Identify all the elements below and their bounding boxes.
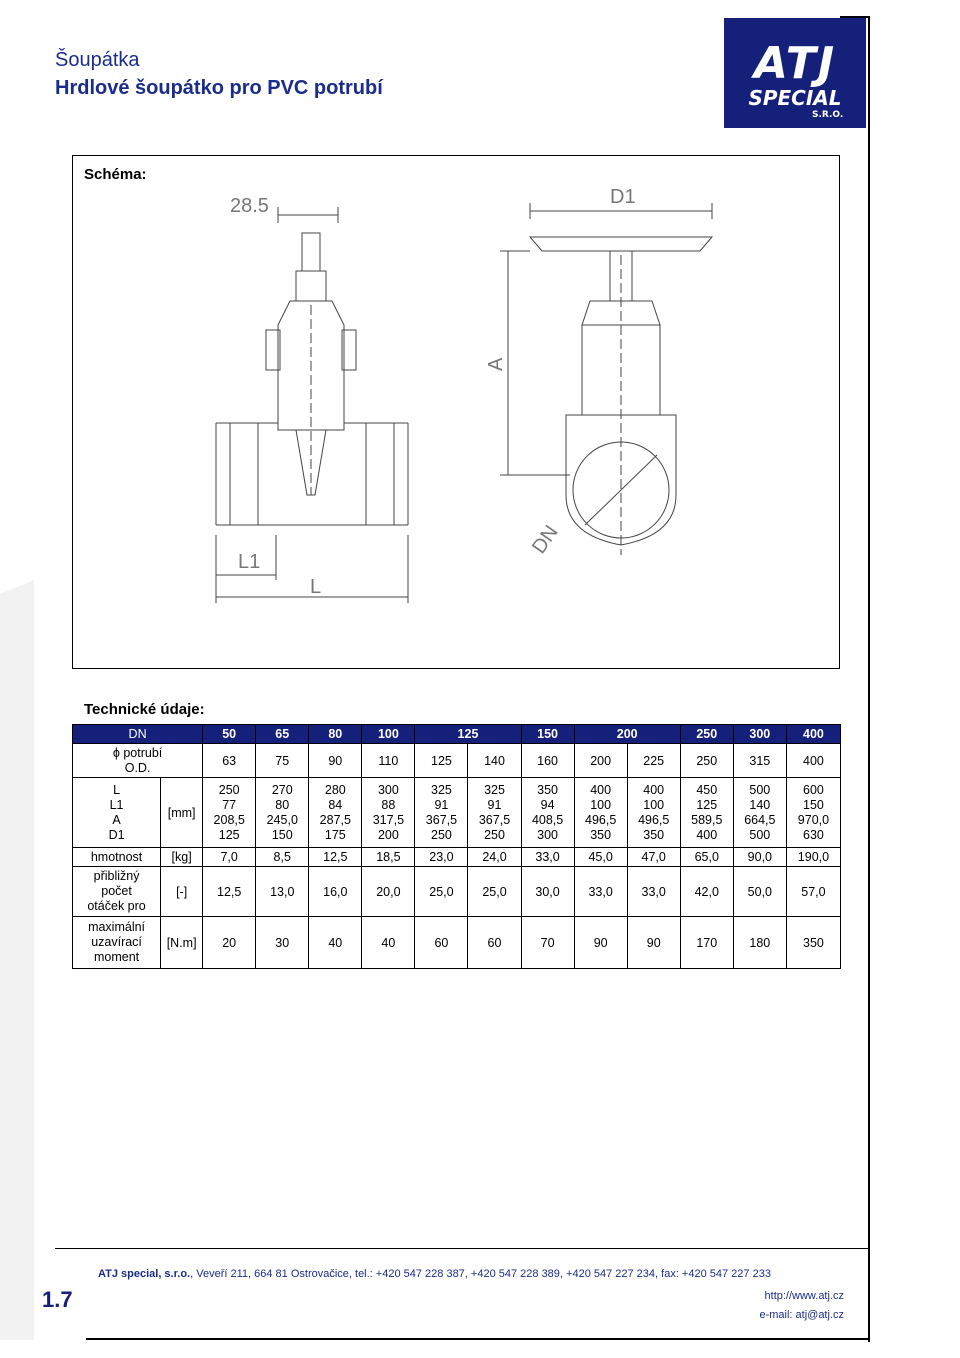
label-D1: D1	[108, 827, 125, 842]
page-number: 1.7	[42, 1287, 73, 1312]
technical-label: Technické údaje:	[84, 701, 205, 718]
cell-turns: 20,0	[362, 867, 415, 917]
cell-od: 315	[733, 744, 786, 778]
dim-label-l: L	[310, 576, 322, 598]
header-dn: 125	[415, 725, 521, 744]
cell-dims: 300 88 317,5 200	[362, 778, 415, 848]
footer-address	[98, 1268, 771, 1280]
cell-dims: 350 94 408,5 300	[521, 778, 574, 848]
cell-dims: 250 77 208,5 125	[203, 778, 256, 848]
cell-mass: 190,0	[786, 848, 840, 867]
footer-email-link[interactable]: e-mail: atj@atj.cz	[759, 1309, 844, 1321]
handwheel	[530, 237, 712, 251]
cell-od: 110	[362, 744, 415, 778]
table-header-row	[73, 725, 841, 744]
cell-mass: 7,0	[203, 848, 256, 867]
cell-turns: 50,0	[733, 867, 786, 917]
cell-mass: 23,0	[415, 848, 468, 867]
dim-label-a: A	[485, 357, 507, 371]
footer-contact: , Veveří 211, 664 81 Ostrovačice, tel.: +420 547 228 387, +420 547 228 389, +420 547 227 234, fax: +420 547 227 233	[190, 1268, 771, 1280]
header-dn: 65	[256, 725, 309, 744]
cell-mass: 45,0	[574, 848, 627, 867]
cell-dims: 325 91 367,5 250	[468, 778, 521, 848]
cell-od: 160	[521, 744, 574, 778]
dim-label-l1: L1	[238, 551, 261, 573]
header-dn: 250	[680, 725, 733, 744]
cell-torque: 60	[415, 917, 468, 969]
row-label-torque: maximální uzavírací moment	[73, 917, 161, 969]
cell-torque: 90	[627, 917, 680, 969]
header-dn: 400	[786, 725, 840, 744]
body-left	[216, 423, 408, 525]
stem-cap	[302, 233, 320, 271]
page-subtitle: Hrdlové šoupátko pro PVC potrubí	[55, 77, 383, 99]
cell-od: 200	[574, 744, 627, 778]
page-title: Šoupátka	[55, 49, 140, 71]
cell-turns: 12,5	[203, 867, 256, 917]
header-dn: 300	[733, 725, 786, 744]
unit-torque: [N.m]	[161, 917, 203, 969]
cell-mass: 18,5	[362, 848, 415, 867]
header-dn: 50	[203, 725, 256, 744]
unit-turns: [-]	[161, 867, 203, 917]
cell-dims: 500 140 664,5 500	[733, 778, 786, 848]
row-label-od	[73, 744, 203, 778]
cell-torque: 20	[203, 917, 256, 969]
unit-mm: [mm]	[161, 778, 203, 848]
header-dn: 200	[574, 725, 680, 744]
logo-sro: S.R.O.	[812, 110, 844, 120]
cell-mass: 90,0	[733, 848, 786, 867]
technical-table	[72, 724, 841, 969]
cell-turns: 42,0	[680, 867, 733, 917]
table-row-mass	[73, 848, 841, 867]
cell-turns: 33,0	[574, 867, 627, 917]
dim-label-d1: D1	[610, 186, 636, 208]
header-dn: 150	[521, 725, 574, 744]
cell-turns: 13,0	[256, 867, 309, 917]
cell-mass: 24,0	[468, 848, 521, 867]
cell-dims: 450 125 589,5 400	[680, 778, 733, 848]
cell-od: 140	[468, 744, 521, 778]
stem-nut	[296, 271, 326, 301]
row-label-turns: přibližný počet otáček pro	[73, 867, 161, 917]
cell-torque: 180	[733, 917, 786, 969]
cell-torque: 60	[468, 917, 521, 969]
schema-label: Schéma:	[84, 166, 147, 183]
cell-torque: 30	[256, 917, 309, 969]
cell-mass: 33,0	[521, 848, 574, 867]
footer-company: ATJ special, s.r.o.	[98, 1268, 191, 1280]
label-A: A	[112, 812, 121, 827]
table-row-turns	[73, 867, 841, 917]
dim-label-stem: 28.5	[230, 195, 269, 217]
cell-dims: 270 80 245,0 150	[256, 778, 309, 848]
frame-right	[868, 16, 870, 1342]
footer-web-link[interactable]: http://www.atj.cz	[764, 1290, 844, 1302]
header-dn: 80	[309, 725, 362, 744]
header-dn-label: DN	[73, 725, 203, 744]
cell-torque: 70	[521, 917, 574, 969]
row-label-mass: hmotnost	[73, 848, 161, 867]
cell-turns: 33,0	[627, 867, 680, 917]
logo-brand: ATJ	[753, 38, 837, 89]
header-dn: 100	[362, 725, 415, 744]
footer-divider	[55, 1248, 870, 1249]
cell-turns: 57,0	[786, 867, 840, 917]
od-label-line2: O.D.	[124, 760, 151, 775]
frame-bottom	[86, 1338, 870, 1340]
unit-kg: [kg]	[161, 848, 203, 867]
decorative-edge-mark	[0, 580, 40, 1340]
cell-mass: 12,5	[309, 848, 362, 867]
cell-od: 125	[415, 744, 468, 778]
table-row-dims	[73, 778, 841, 848]
cell-torque: 350	[786, 917, 840, 969]
cell-dims: 325 91 367,5 250	[415, 778, 468, 848]
od-label-line1: ϕ potrubí	[112, 745, 163, 760]
cell-mass: 65,0	[680, 848, 733, 867]
cell-dims: 280 84 287,5 175	[309, 778, 362, 848]
logo-special: SPECIAL	[748, 86, 842, 110]
cell-torque: 40	[362, 917, 415, 969]
cell-dims: 400 100 496,5 350	[627, 778, 680, 848]
cell-torque: 90	[574, 917, 627, 969]
cell-od: 250	[680, 744, 733, 778]
cell-od: 400	[786, 744, 840, 778]
socket-left	[230, 423, 258, 525]
cell-od: 75	[256, 744, 309, 778]
cell-dims: 600 150 970,0 630	[786, 778, 840, 848]
cell-turns: 30,0	[521, 867, 574, 917]
table-row-od	[73, 744, 841, 778]
table-row-torque	[73, 917, 841, 969]
label-L: L	[113, 782, 121, 797]
row-label-dims	[73, 778, 161, 848]
label-L1: L1	[109, 797, 124, 812]
cell-mass: 8,5	[256, 848, 309, 867]
cell-turns: 25,0	[468, 867, 521, 917]
cell-od: 90	[309, 744, 362, 778]
cell-torque: 170	[680, 917, 733, 969]
socket-right	[366, 423, 394, 525]
cell-torque: 40	[309, 917, 362, 969]
cell-turns: 16,0	[309, 867, 362, 917]
dim-label-dn: DN	[528, 521, 563, 558]
cell-turns: 25,0	[415, 867, 468, 917]
cell-mass: 47,0	[627, 848, 680, 867]
cell-dims: 400 100 496,5 350	[574, 778, 627, 848]
valve-drawing	[190, 175, 750, 605]
cell-od: 63	[203, 744, 256, 778]
cell-od: 225	[627, 744, 680, 778]
company-logo	[724, 18, 866, 128]
